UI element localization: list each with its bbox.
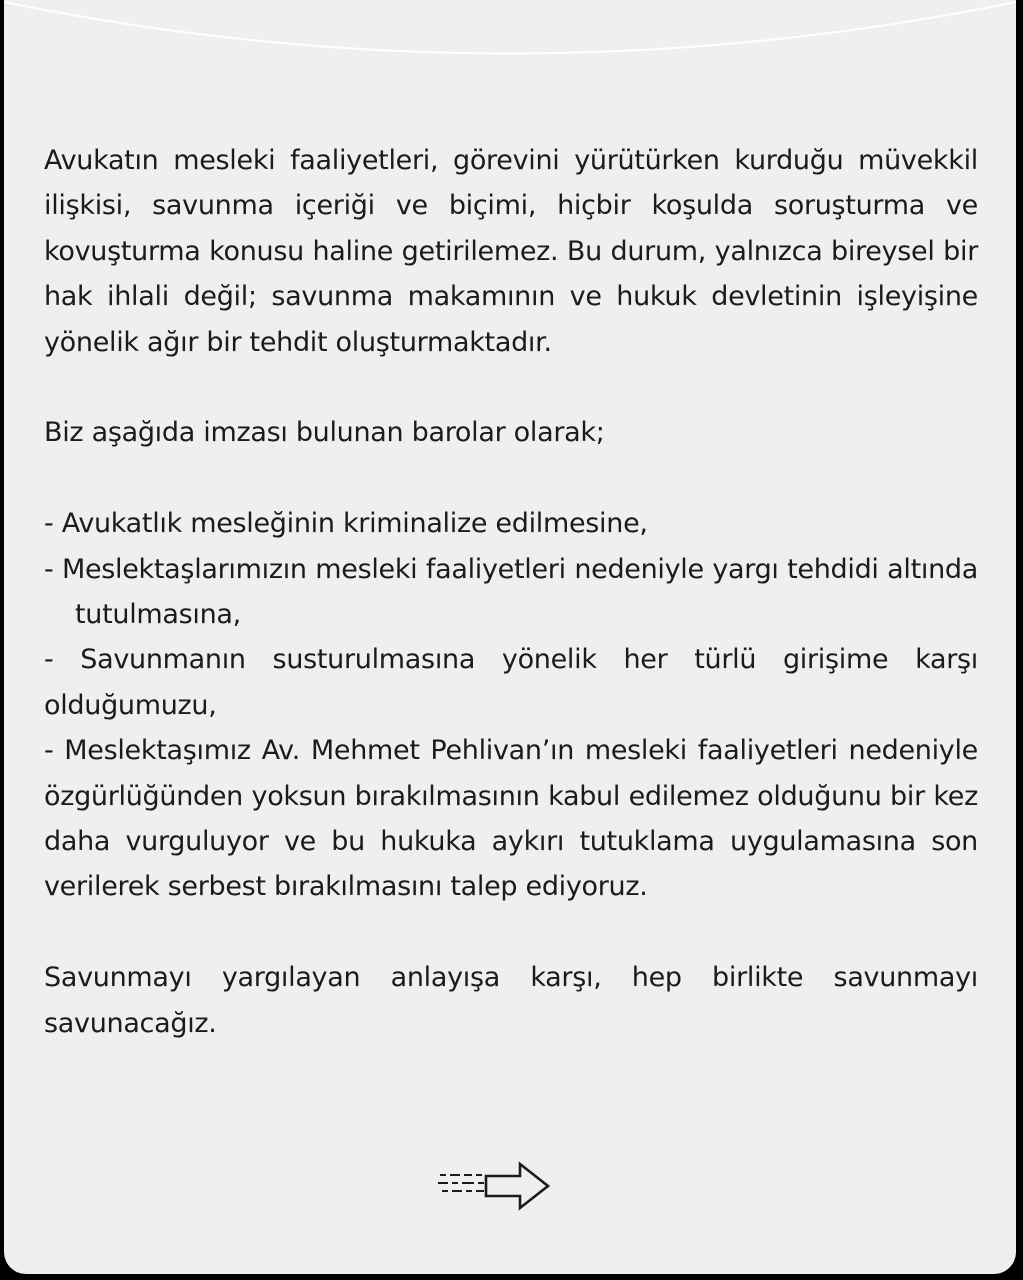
arrow-right-icon[interactable] (434, 1160, 554, 1214)
list-item: - Avukatlık mesleğinin kriminalize edilmesine, (44, 508, 648, 540)
top-curve-decoration (4, 0, 1016, 60)
intro-paragraph: Avukatın mesleki faaliyetleri, görevini yürütürken kurduğu müvekkil ilişkisi, savunma içeriği ve biçimi, hiçbir koşulda soruşturma ve kovuşturma konusu haline getirilemez. Bu durum, yalnızca bireysel bir hak ihlali değil; savunma makamının ve hukuk devletinin işleyişine yönelik ağır bir tehdit oluşturmaktadır. (44, 145, 978, 358)
declaration-lead: Biz aşağıda imzası bulunan barolar olarak; (44, 417, 605, 449)
list-item: - Meslektaşımız Av. Mehmet Pehlivan’ın mesleki faaliyetleri nedeniyle özgürlüğünden yoksun bırakılmasının kabul edilemez olduğunu bir kez daha vurguluyor ve bu hukuka aykırı tutuklama uygulamasına son verilerek serbest bırakılmasını talep ediyoruz. (44, 735, 978, 903)
list-item: - Meslektaşlarımızın mesleki faaliyetleri nedeniyle yargı tehdidi altında tutulmasına, (44, 553, 978, 631)
document-body (44, 138, 978, 1046)
document-card (4, 0, 1016, 1274)
list-item: - Savunmanın susturulmasına yönelik her türlü girişime karşı olduğumuzu, (44, 644, 978, 721)
closing-paragraph: Savunmayı yargılayan anlayışa karşı, hep birlikte savunmayı savunacağız. (44, 962, 978, 1039)
